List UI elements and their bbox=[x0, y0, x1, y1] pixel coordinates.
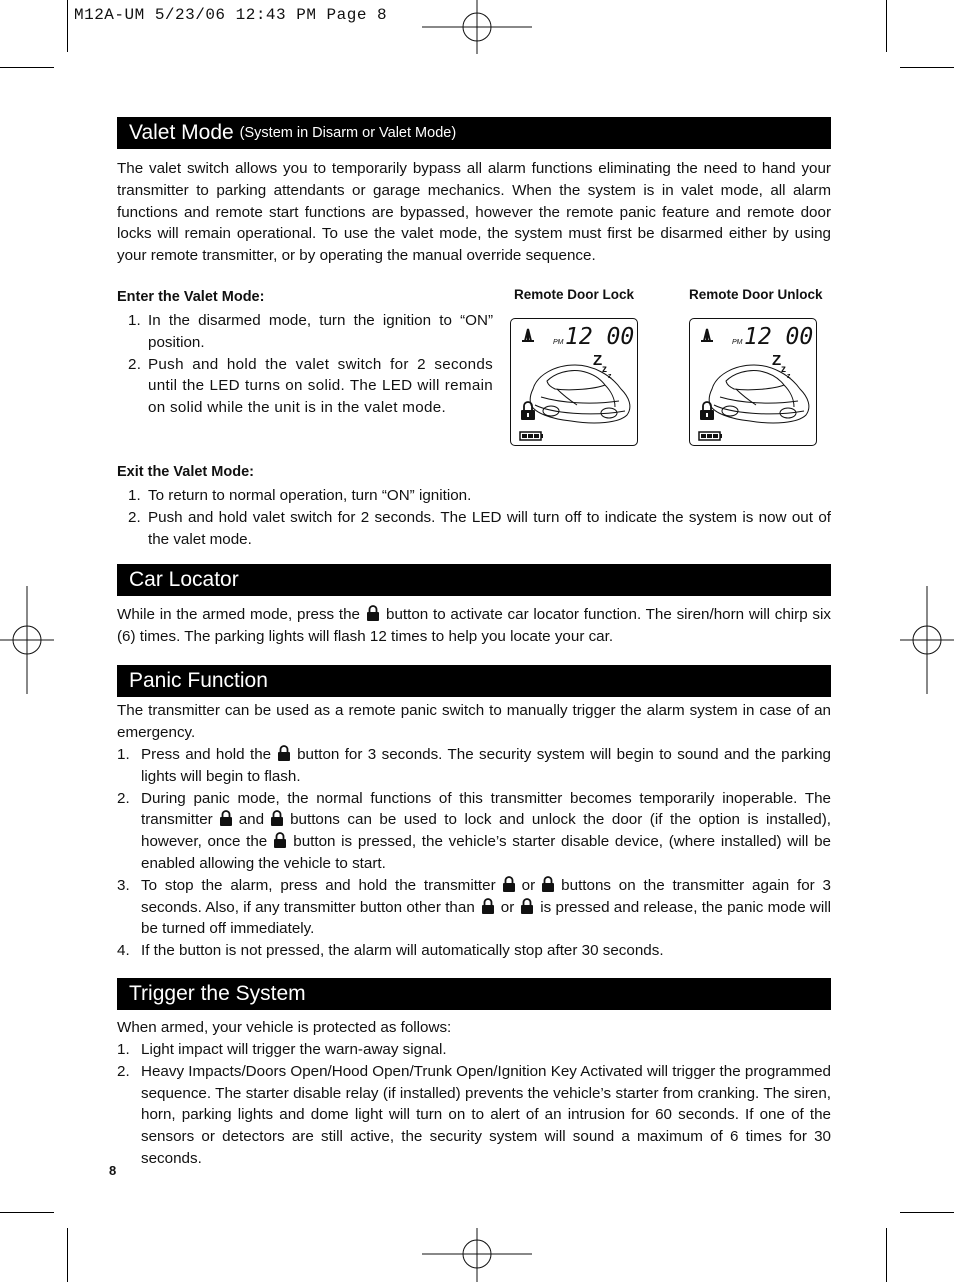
section-header-panic bbox=[117, 665, 831, 697]
list-item: 3. To stop the alarm, press and hold the transmitter or buttons on the transmitter again for 3 seconds. Also, if any transmitter button other than or is pressed and release, the panic mode will be turned off immediately. bbox=[117, 876, 831, 938]
svg-text:z: z bbox=[602, 364, 607, 375]
lock-icon bbox=[277, 745, 291, 761]
print-slug: M12A-UM 5/23/06 12:43 PM Page 8 bbox=[74, 6, 388, 24]
unlock-icon bbox=[541, 876, 555, 892]
valet-intro: The valet switch allows you to temporarily bypass all alarm functions eliminating the need to hand your transmitter to parking attendants or garage mechanics. When the system is in valet mode, all alarm functions and remote start functions are bypassed, however the remote panic feature and remote door locks will remain operational. To use the valet mode, the system must first be disarmed either by using your remote transmitter, or by operating the manual override sequence. bbox=[117, 160, 831, 265]
lock-icon bbox=[481, 898, 495, 914]
section-title: Car Locator bbox=[129, 568, 239, 591]
trigger-steps bbox=[117, 1039, 831, 1170]
enter-valet-steps bbox=[128, 310, 493, 419]
section-header-trigger bbox=[117, 978, 831, 1010]
svg-text:Z: Z bbox=[772, 352, 782, 369]
lcd-display-unlock bbox=[689, 318, 817, 446]
section-title: Valet Mode bbox=[129, 121, 234, 144]
car-icon bbox=[530, 365, 630, 423]
list-item: 1. To return to normal operation, turn “ON” ignition. bbox=[128, 487, 472, 504]
figure-label-unlock: Remote Door Unlock bbox=[689, 287, 823, 302]
svg-text:PM: PM bbox=[732, 339, 743, 346]
lock-icon bbox=[502, 876, 516, 892]
list-item: 2. During panic mode, the normal functions of this transmitter becomes temporarily inoperable. The transmitter and buttons can be used to lock and unlock the door (if the option is installed), however, once the button is pressed, the vehicle’s starter disable device, (where installed) will be enabled allowing the vehicle to start. bbox=[117, 789, 831, 872]
locator-text: While in the armed mode, press the button to activate car locator function. The siren/horn will chirp six (6) times. The parking lights will flash 12 times to help you locate your car. bbox=[117, 606, 831, 645]
svg-text:12 00: 12 00 bbox=[565, 324, 635, 350]
list-item: 1. Light impact will trigger the warn-away signal. bbox=[117, 1041, 447, 1058]
section-header-valet bbox=[117, 117, 831, 149]
battery-icon bbox=[699, 432, 722, 440]
svg-text:12 00: 12 00 bbox=[744, 324, 814, 350]
lcd-display-lock bbox=[510, 318, 638, 446]
list-item: 2. Push and hold the valet switch for 2 seconds until the LED turns on solid. The LED will remain on solid while the unit is in the valet mode. bbox=[128, 355, 493, 417]
lock-closed-icon bbox=[521, 402, 535, 420]
figure-label-lock: Remote Door Lock bbox=[514, 287, 635, 302]
section-subtitle: (System in Disarm or Valet Mode) bbox=[239, 125, 457, 141]
lock-icon bbox=[219, 810, 233, 826]
start-button-icon bbox=[273, 832, 287, 848]
exit-valet-steps bbox=[128, 485, 831, 550]
list-item: 4. If the button is not pressed, the alarm will automatically stop after 30 seconds. bbox=[117, 942, 664, 960]
svg-text:z: z bbox=[781, 364, 786, 375]
page-number: 8 bbox=[109, 1163, 117, 1178]
list-item: 2. Heavy Impacts/Doors Open/Hood Open/Trunk Open/Ignition Key Activated will trigger the programmed sequence. The starter disable relay (if installed) prevents the vehicle’s starter from cranking. The siren, horn, parking lights and dome light will turn on to alert of an intrusion for 60 seconds. If one of the sensors or detectors are still active, the security system will sound a maximum of 6 times for 30 seconds. bbox=[117, 1062, 831, 1167]
antenna-icon bbox=[701, 329, 713, 341]
battery-icon bbox=[520, 432, 543, 440]
unlock-icon bbox=[270, 810, 284, 826]
exit-valet-heading: Exit the Valet Mode: bbox=[117, 464, 254, 480]
lock-icon bbox=[366, 605, 380, 621]
svg-text:PM: PM bbox=[553, 339, 564, 346]
lock-closed-icon bbox=[700, 402, 714, 420]
svg-text:z: z bbox=[787, 373, 791, 380]
section-title: Panic Function bbox=[129, 669, 268, 692]
panic-steps bbox=[117, 744, 831, 962]
unlock-icon bbox=[520, 898, 534, 914]
antenna-icon bbox=[522, 329, 534, 341]
list-item: 1. Press and hold the button for 3 seconds. The security system will begin to sound and the parking lights will begin to flash. bbox=[117, 746, 831, 785]
section-title: Trigger the System bbox=[129, 982, 306, 1005]
svg-text:Z: Z bbox=[593, 352, 603, 369]
list-item: 2. Push and hold valet switch for 2 seconds. The LED will turn off to indicate the system is now out of the valet mode. bbox=[128, 508, 831, 548]
panic-intro: The transmitter can be used as a remote panic switch to manually trigger the alarm system in case of an emergency. bbox=[117, 702, 831, 741]
enter-valet-heading: Enter the Valet Mode: bbox=[117, 289, 265, 305]
car-icon bbox=[709, 365, 809, 423]
svg-text:z: z bbox=[608, 373, 612, 380]
section-header-locator bbox=[117, 564, 831, 596]
trigger-intro: When armed, your vehicle is protected as follows: bbox=[117, 1019, 452, 1036]
list-item: 1. In the disarmed mode, turn the ignition to “ON” position. bbox=[128, 312, 493, 351]
